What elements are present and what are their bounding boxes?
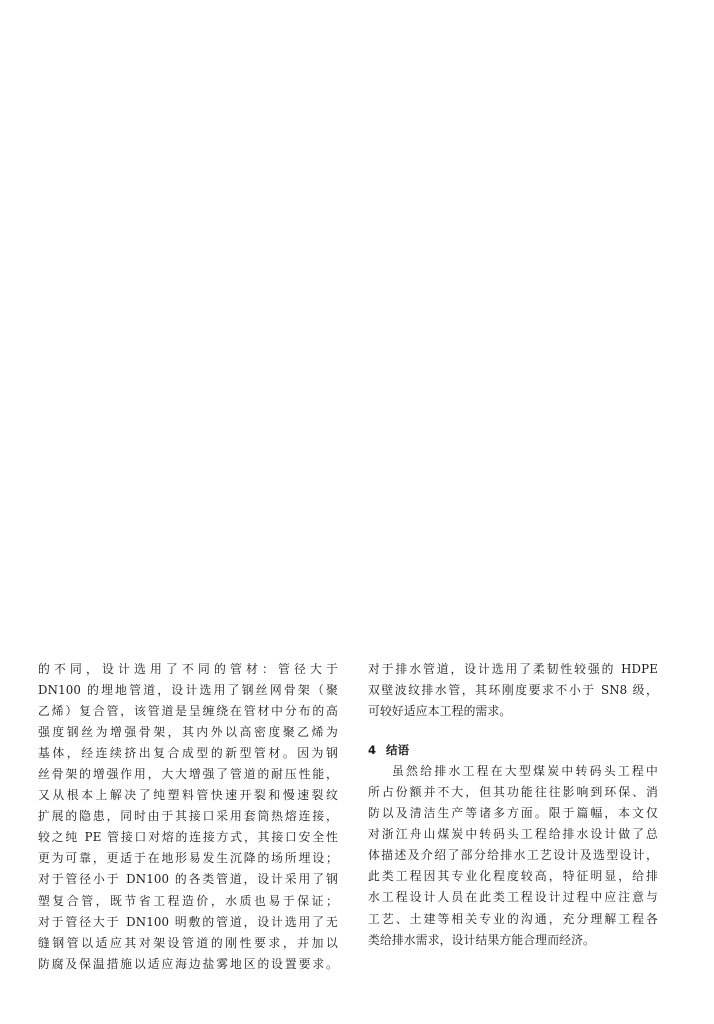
section-heading: [368, 740, 658, 761]
left-text-column: [38, 659, 338, 975]
body-text-line: 水工程设计人员在此类工程设计过程中应注意与: [368, 890, 658, 905]
body-text-line: 的不同，设计选用了不同的管材：管径大于: [38, 662, 338, 676]
body-text-line: 对浙江舟山煤炭中转码头工程给排水设计做了总: [368, 827, 658, 842]
body-text-line: 体描述及介绍了部分给排水工艺设计及选型设计，: [368, 848, 658, 863]
body-text-line: 更为可靠，更适于在地形易发生沉降的场所埋设；: [38, 851, 338, 866]
body-text-line: 所占份额并不大，但其功能往往影响到环保、消: [368, 785, 658, 800]
body-text-line: 塑复合管，既节省工程造价，水质也易于保证；: [38, 893, 338, 908]
body-text-line: 对于管径小于 DN100 的各类管道，设计采用了钢: [38, 872, 338, 887]
body-text-line: 乙烯）复合管，该管道是呈缠绕在管材中分布的高: [38, 704, 338, 719]
body-text-line: 虽然给排水工程在大型煤炭中转码头工程中: [392, 764, 658, 779]
body-text-line: 对于排水管道，设计选用了柔韧性较强的 HDPE: [368, 662, 658, 676]
body-text-line: 可较好适应本工程的需求。: [368, 704, 512, 719]
body-text-line: 缝钢管以适应其对架设管道的刚性要求，并加以: [38, 935, 338, 950]
right-text-column: [368, 659, 658, 951]
body-text-line: 防腐及保温措施以适应海边盐雾地区的设置要求。: [38, 956, 338, 971]
body-text-line: 此类工程因其专业化程度较高，特征明显，给排: [368, 869, 658, 884]
section-title: 结语: [386, 743, 410, 758]
body-text-line: 类给排水需求，设计结果方能合理而经济。: [368, 932, 595, 947]
body-text-line: 对于管径大于 DN100 明敷的管道，设计选用了无: [38, 914, 338, 929]
body-text-line: 强度钢丝为增强骨架，其内外以高密度聚乙烯为: [38, 725, 338, 740]
paragraph-gap: [368, 722, 658, 740]
body-text-line: 较之纯 PE 管接口对熔的连接方式，其接口安全性: [38, 830, 338, 845]
body-text-line: 扩展的隐患，同时由于其接口采用套筒热熔连接，: [38, 809, 338, 824]
section-number: 4: [368, 743, 377, 758]
body-text-line: 基体，经连续挤出复合成型的新型管材。因为钢: [38, 746, 338, 761]
body-text-line: DN100 的埋地管道，设计选用了钢丝网骨架（聚: [38, 683, 338, 698]
body-text-line: 丝骨架的增强作用，大大增强了管道的耐压性能，: [38, 767, 338, 782]
body-text-line: 防以及清洁生产等诸多方面。限于篇幅，本文仅: [368, 806, 658, 821]
body-text-line: 又从根本上解决了纯塑料管快速开裂和慢速裂纹: [38, 788, 338, 803]
body-text-line: 工艺、土建等相关专业的沟通，充分理解工程各: [368, 911, 658, 926]
body-text-line: 双壁波纹排水管，其环刚度要求不小于 SN8 级，: [368, 683, 658, 698]
